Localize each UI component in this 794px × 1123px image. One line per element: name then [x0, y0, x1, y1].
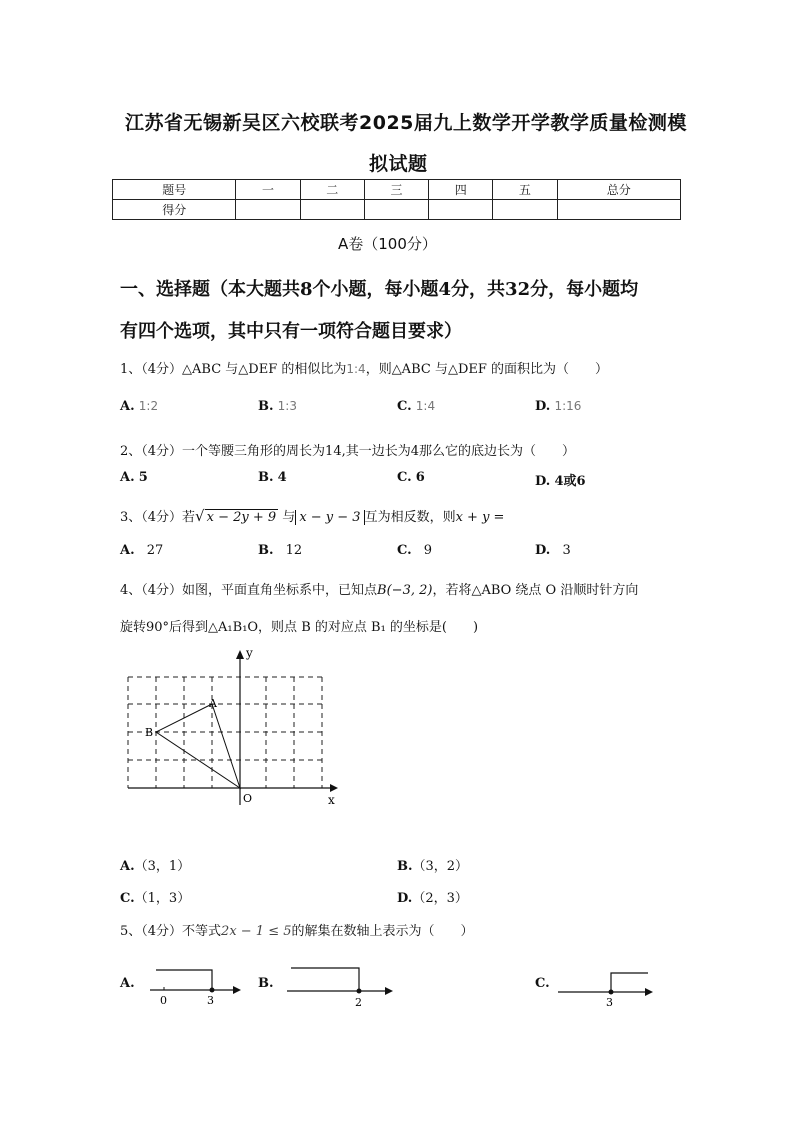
option-letter: A.: [120, 859, 135, 874]
q4-point-b: B(−3, 2): [377, 583, 433, 598]
q3-sqrt-expression: x − 2y + 9: [206, 510, 277, 525]
q4-option-d[interactable]: [397, 887, 468, 906]
option-letter: C.: [535, 976, 550, 991]
option-text: （2，3）: [412, 891, 468, 906]
option-text: （3，2）: [412, 859, 469, 874]
option-letter: C.: [120, 891, 135, 906]
option-text: 1:3: [277, 399, 297, 413]
q3-abs-expression: x − y − 3: [295, 510, 364, 525]
option-letter: C.: [397, 543, 412, 558]
q4-text-pre: 4、（4分）如图，平面直角坐标系中，已知点: [120, 583, 378, 598]
q5-number-line-c[interactable]: [556, 964, 658, 1008]
q2-option-a[interactable]: [120, 470, 148, 485]
option-letter: D.: [397, 891, 413, 906]
q2-option-d[interactable]: [535, 470, 586, 489]
option-letter: A.: [120, 543, 135, 558]
option-letter: A.: [120, 976, 135, 991]
option-letter: B.: [258, 976, 274, 991]
option-letter: B.: [258, 543, 274, 558]
score-header-cell: 总分: [557, 180, 680, 200]
question-3: [120, 506, 504, 525]
tick-label: 2: [355, 996, 362, 1009]
question-4-line1: [120, 579, 638, 598]
q1-option-b[interactable]: [258, 399, 297, 414]
point-a-label: A: [209, 697, 217, 710]
q1-ratio: 1:4: [346, 362, 366, 376]
question-1: [120, 358, 608, 377]
q3-text-pre: 3、（4分）若: [120, 510, 196, 525]
option-letter: C.: [397, 399, 412, 414]
score-cell: [429, 200, 493, 220]
option-text: 6: [415, 470, 425, 485]
score-header-cell: 三: [364, 180, 428, 200]
q1-option-a[interactable]: [120, 399, 158, 414]
score-cell: [493, 200, 557, 220]
score-row-label: 得分: [113, 200, 236, 220]
option-letter: B.: [397, 859, 413, 874]
option-text: 9: [423, 543, 433, 558]
score-header-cell: 二: [300, 180, 364, 200]
q5-option-c[interactable]: [535, 976, 550, 991]
tick-label: 3: [606, 996, 613, 1008]
option-text: 1:2: [138, 399, 159, 413]
x-axis-label: x: [328, 793, 335, 807]
q4-option-a[interactable]: [120, 855, 190, 874]
option-letter: A.: [120, 470, 135, 485]
page-title-line2: 拟试题: [369, 153, 428, 175]
score-table-score-row: [113, 200, 681, 220]
tick-label: 3: [207, 994, 214, 1007]
score-header-cell: 一: [236, 180, 300, 200]
option-letter: C.: [397, 470, 412, 485]
section-heading-line1: 一、选择题（本大题共8个小题，每小题4分，共32分，每小题均: [120, 279, 639, 300]
score-cell: [557, 200, 680, 220]
coordinate-figure: [118, 645, 343, 810]
question-2: 2、（4分）一个等腰三角形的周长为14,其一边长为4那么它的底边长为（ ）: [120, 444, 575, 459]
q3-sum-expression: x + y =: [455, 510, 505, 525]
section-heading-line2: 有四个选项，其中只有一项符合题目要求）: [120, 321, 462, 342]
sqrt-symbol: √: [195, 507, 205, 525]
option-letter: D.: [535, 474, 551, 489]
q2-option-c[interactable]: [397, 470, 425, 485]
q5-option-b[interactable]: [258, 976, 274, 991]
score-cell: [300, 200, 364, 220]
option-text: （3，1）: [134, 859, 191, 874]
option-text: 27: [146, 543, 164, 558]
tick-label: 0: [160, 994, 167, 1007]
triangle-abo: [156, 704, 240, 788]
x-axis-arrow: [330, 784, 338, 792]
q3-option-b[interactable]: [258, 543, 302, 558]
q4-text-post: ，若将△ABO 绕点 O 沿顺时针方向: [432, 583, 639, 598]
option-letter: D.: [535, 399, 551, 414]
q5-number-line-a[interactable]: [148, 965, 246, 1007]
origin-label: O: [243, 792, 253, 805]
q5-number-line-b[interactable]: [285, 960, 397, 1010]
option-text: 3: [562, 543, 571, 558]
option-letter: B.: [258, 470, 274, 485]
score-cell: [236, 200, 300, 220]
option-letter: A.: [120, 399, 135, 414]
score-table: [112, 179, 681, 220]
question-4-line2: 旋转90°后得到△A₁B₁O，则点 B 的对应点 B₁ 的坐标是( ): [120, 620, 479, 635]
q1-text-pre: 1、（4分）△ABC 与△DEF 的相似比为: [120, 362, 347, 377]
q5-option-a[interactable]: [120, 976, 135, 991]
option-text: 12: [285, 543, 303, 558]
option-text: 4或6: [554, 474, 586, 489]
q5-text-pre: 5、（4分）不等式: [120, 924, 222, 939]
y-axis-label: y: [246, 646, 253, 660]
q1-option-d[interactable]: [535, 399, 581, 414]
score-table-header-row: [113, 180, 681, 200]
q3-option-d[interactable]: [535, 543, 571, 558]
q4-option-c[interactable]: [120, 887, 190, 906]
q2-option-b[interactable]: [258, 470, 287, 485]
q3-option-c[interactable]: [397, 543, 432, 558]
volume-label: A卷（100分）: [338, 235, 437, 253]
q3-option-a[interactable]: [120, 543, 163, 558]
option-text: （1，3）: [134, 891, 191, 906]
option-text: 5: [138, 470, 148, 485]
score-header-cell: 四: [429, 180, 493, 200]
q1-option-c[interactable]: [397, 399, 435, 414]
point-b-label: B: [145, 726, 154, 739]
q3-text-mid: 与: [282, 510, 296, 525]
q5-text-post: 的解集在数轴上表示为（ ）: [291, 924, 474, 939]
score-header-cell: 五: [493, 180, 557, 200]
score-cell: [364, 200, 428, 220]
q1-text-post: ，则△ABC 与△DEF 的面积比为（ ）: [365, 362, 609, 377]
y-axis-arrow: [236, 650, 244, 659]
option-text: 4: [277, 470, 287, 485]
option-letter: B.: [258, 399, 274, 414]
page-title-line1: 江苏省无锡新吴区六校联考2025届九上数学开学教学质量检测模: [125, 112, 687, 134]
option-text: 1:16: [554, 399, 582, 413]
q4-option-b[interactable]: [397, 855, 468, 874]
option-text: 1:4: [415, 399, 436, 413]
question-5: [120, 920, 474, 939]
q5-inequality: 2x − 1 ≤ 5: [221, 924, 292, 939]
score-header-cell: 题号: [113, 180, 236, 200]
q3-text-post: 互为相反数，则: [364, 510, 456, 525]
option-letter: D.: [535, 543, 551, 558]
